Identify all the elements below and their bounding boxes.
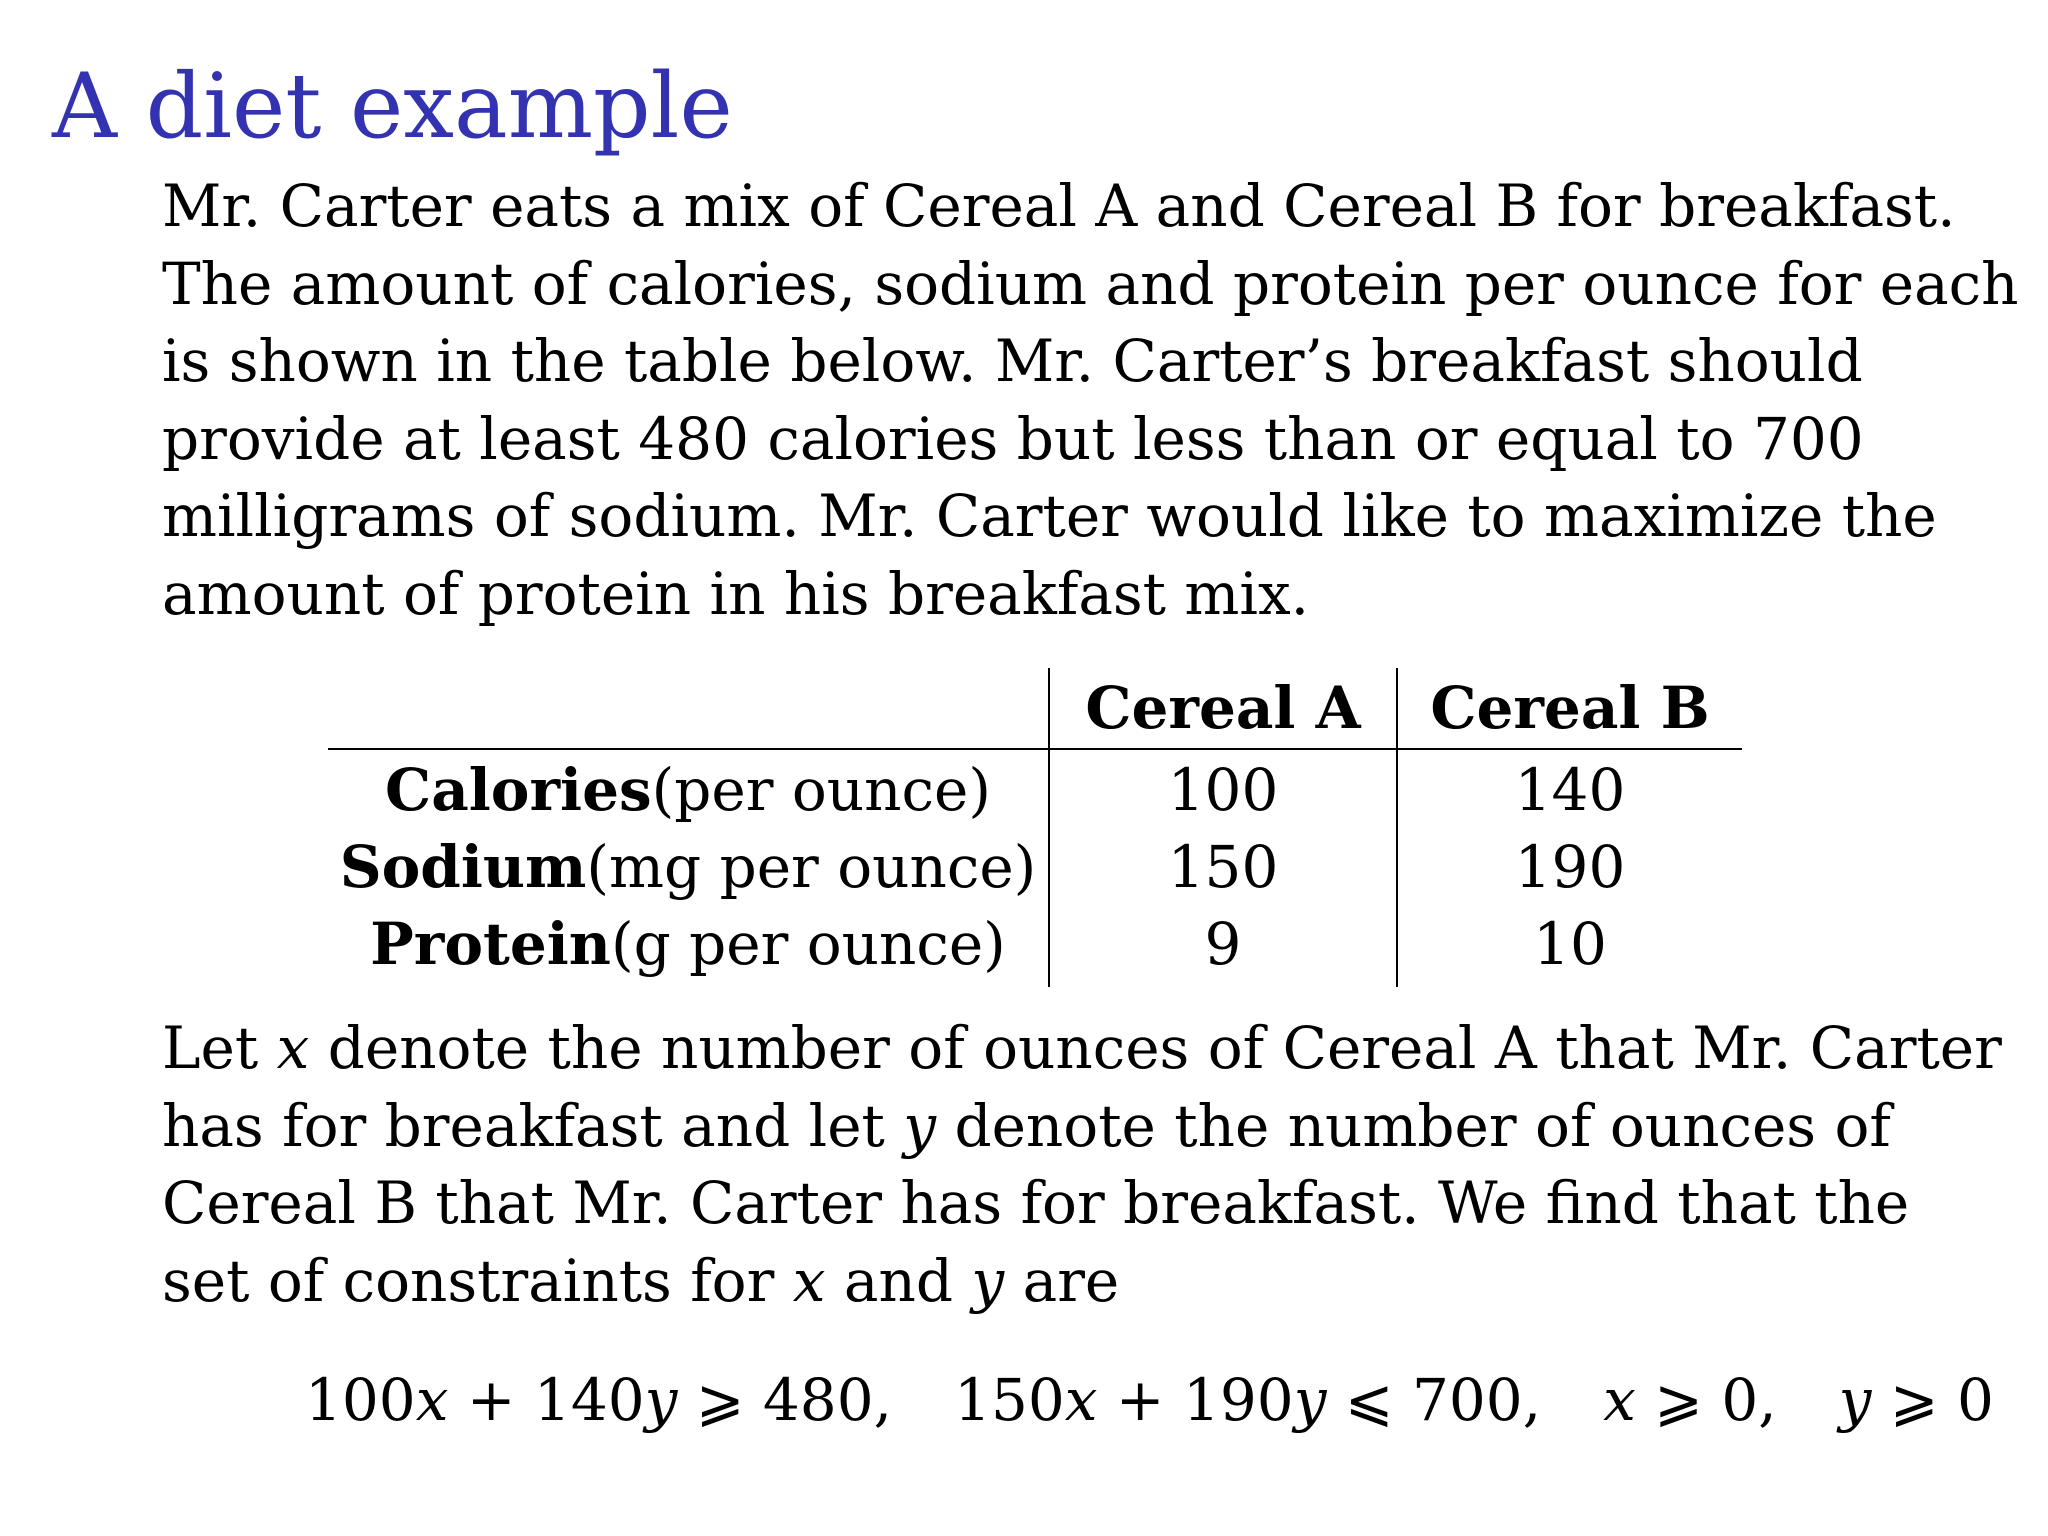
row-label-sodium [328,829,1049,906]
separator: , [1522,1366,1542,1434]
variables-paragraph [162,1010,2002,1320]
intro-line: Mr. Carter eats a mix of Cereal A and Cereal B for breakfast. [162,172,1956,240]
intro-line: The amount of calories, sodium and protein per ounce for each [162,249,2019,318]
constraint-y-nonnegative [1839,1360,1994,1440]
text-run: denote the number of ounces of Cereal A that Mr. Carter [309,1014,2002,1082]
cell-protein-cereal-b: 10 [1397,906,1742,987]
row-label-unit: (mg per ounce) [586,833,1037,901]
separator: , [873,1366,893,1434]
variables-line [162,1010,2002,1088]
intro-line: amount of protein in his breakfast mix. [162,559,1310,628]
coefficient: 190 [1182,1366,1294,1434]
column-header-cereal-a: Cereal A [1049,668,1397,749]
table-corner-cell [328,668,1049,749]
variable-y: y [971,1246,1005,1315]
rhs-value: 700 [1411,1366,1523,1434]
inequality-sign: ⩽ [1326,1366,1412,1434]
variable-x: x [415,1366,449,1434]
rhs-value: 0 [1956,1366,1994,1434]
row-label-bold: Calories [385,756,652,824]
constraints-equation [305,1360,1994,1440]
variables-line: Cereal B that Mr. Carter has for breakfast. We find that the [162,1169,1910,1237]
table-header-row [328,668,1742,749]
inequality-sign: ⩾ [1635,1366,1722,1434]
table-row-protein [328,906,1742,987]
text-run: set of constraints for [162,1246,793,1315]
variable-y: y [1838,1366,1872,1434]
inequality-sign: ⩾ [677,1366,763,1434]
coefficient: 150 [954,1366,1065,1434]
variable-y: y [903,1091,937,1160]
row-label-unit: (g per ounce) [610,910,1006,978]
constraint-calories [305,1360,892,1440]
variable-x: x [792,1246,826,1315]
inequality-sign: ⩾ [1871,1366,1957,1434]
coefficient: 100 [305,1366,416,1434]
row-label-calories [328,749,1049,829]
row-label-protein [328,906,1049,987]
variable-x: x [1064,1366,1098,1434]
text-run: and [825,1246,972,1315]
constraint-x-nonnegative [1603,1360,1777,1440]
nutrition-table [328,668,1742,987]
constraint-sodium [954,1360,1541,1440]
cell-calories-cereal-b: 140 [1397,749,1742,829]
variables-line [162,1088,1922,1166]
plus-sign: + [448,1366,534,1434]
cell-calories-cereal-a: 100 [1049,749,1397,829]
intro-line: milligrams of sodium. Mr. Carter would like to maximize the [162,482,1937,550]
cell-protein-cereal-a: 9 [1049,906,1397,987]
rhs-value: 480 [762,1366,874,1434]
variable-y: y [644,1366,678,1434]
text-run: are [1004,1246,1120,1315]
variable-x: x [1603,1366,1636,1434]
intro-line: is shown in the table below. Mr. Carter’s breakfast should [162,327,1863,395]
text-run: Let [162,1014,277,1082]
row-label-unit: (per ounce) [651,756,991,824]
coefficient: 140 [533,1366,645,1434]
variables-line [162,1243,1922,1321]
column-header-cereal-b: Cereal B [1397,668,1742,749]
variable-x: x [276,1014,310,1082]
rhs-value: 0 [1721,1366,1759,1434]
intro-line: provide at least 480 calories but less than or equal to 700 [162,404,1864,473]
cell-sodium-cereal-a: 150 [1049,829,1397,906]
text-run: denote the number of ounces of [936,1091,1891,1160]
table-row-sodium [328,829,1742,906]
table-row-calories [328,749,1742,829]
row-label-bold: Protein [370,910,611,978]
cell-sodium-cereal-b: 190 [1397,829,1742,906]
row-label-bold: Sodium [339,833,587,901]
variable-y: y [1293,1366,1327,1434]
text-run: has for breakfast and let [162,1091,904,1160]
separator: , [1758,1366,1777,1434]
plus-sign: + [1097,1366,1183,1434]
slide-title: A diet example [52,54,733,159]
intro-paragraph [162,168,2019,633]
